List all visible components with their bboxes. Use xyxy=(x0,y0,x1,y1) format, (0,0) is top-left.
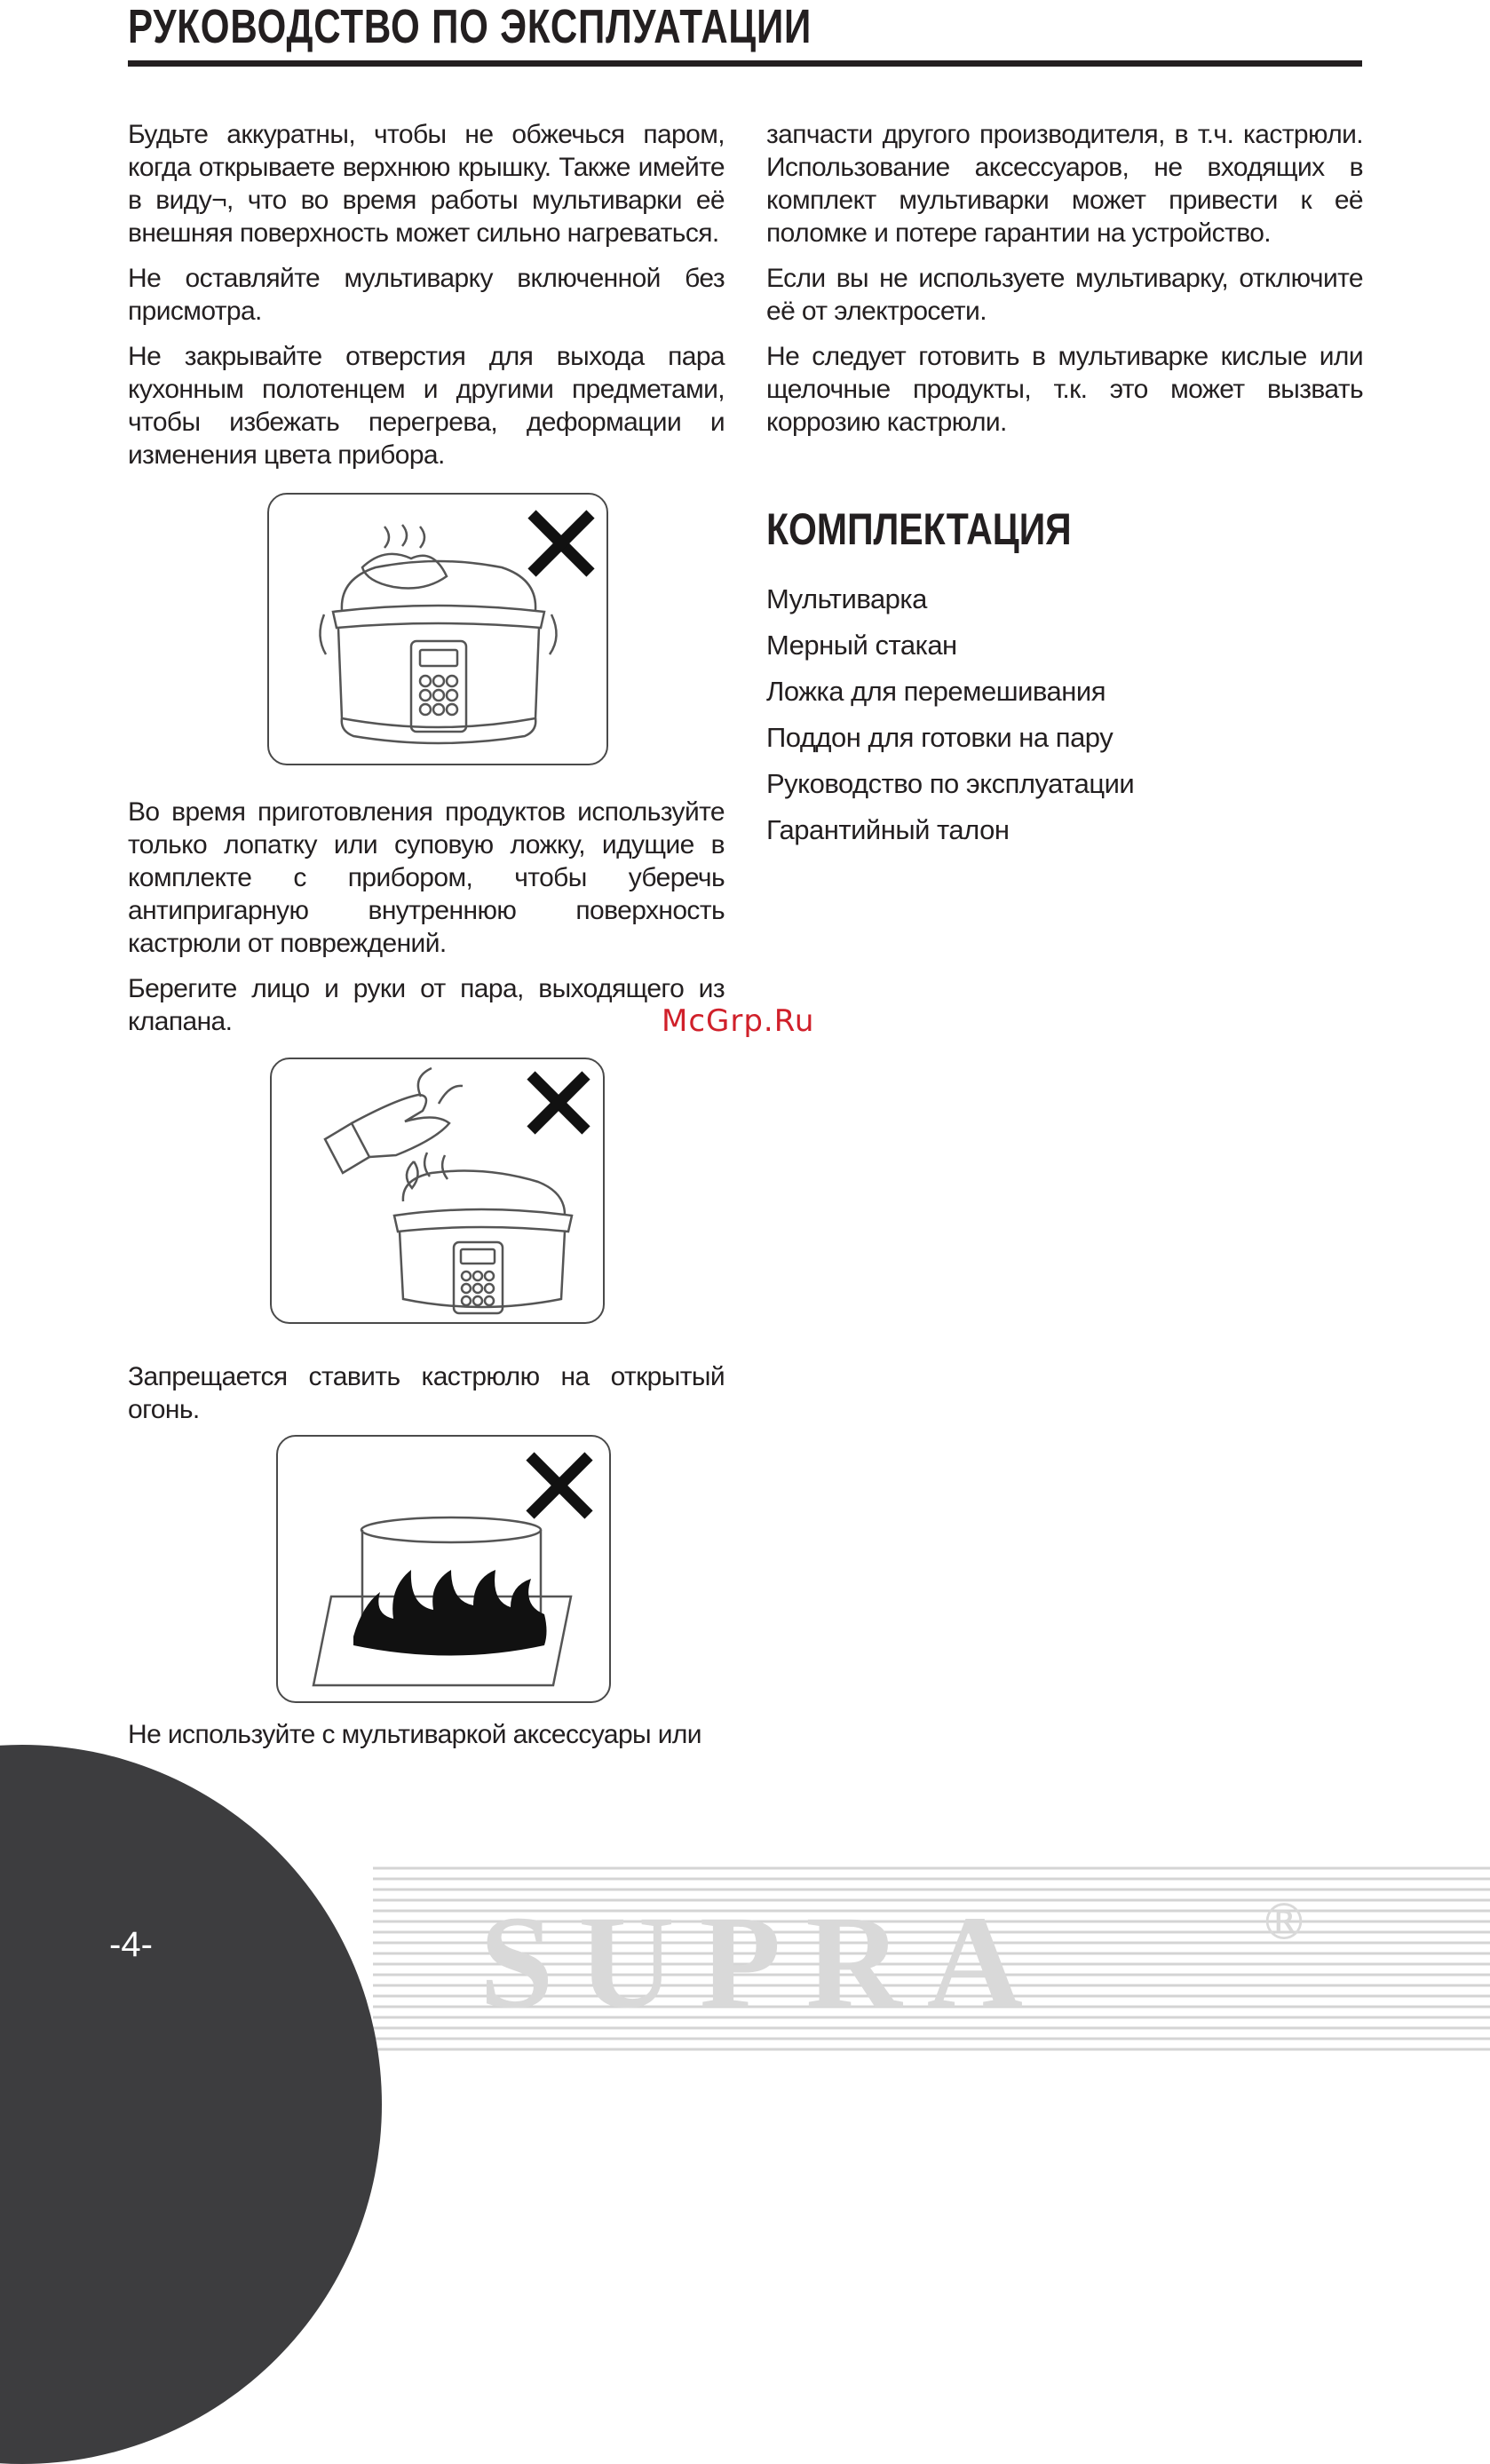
kit-item: Поддон для готовки на пару xyxy=(766,722,1114,753)
registered-mark: ® xyxy=(1259,1894,1309,1952)
watermark: McGrp.Ru xyxy=(662,1003,815,1039)
left-column-lower xyxy=(128,1360,725,1438)
paragraph-accessories-start: Не используйте с мультиваркой аксессуары или xyxy=(128,1720,701,1749)
right-column xyxy=(766,118,1363,451)
brand-logo: SUPRA xyxy=(479,1889,1049,2036)
kit-item: Мультиварка xyxy=(766,583,927,614)
left-column-top xyxy=(128,118,725,484)
page-number: -4- xyxy=(109,1925,153,1964)
paragraph-face-hands: Берегите лицо и руки от пара, выходящего из клапана. xyxy=(128,974,725,1036)
left-column-bottom xyxy=(128,1718,725,1763)
paragraph-open-fire: Запрещается ставить кастрюлю на открытый огонь. xyxy=(128,1362,725,1424)
kit-item: Ложка для перемешивания xyxy=(766,676,1106,707)
kit-title: КОМПЛЕКТАЦИЯ xyxy=(766,504,1072,554)
kit-list xyxy=(766,576,1134,853)
corner-decoration xyxy=(0,1745,382,2464)
paragraph-steam-burn: Будьте аккуратны, чтобы не обжечься паром, когда открываете верхнюю крышку. Также имейте в виду¬, что во время работы мультиварки её внешняя поверхность может сильно нагреваться. xyxy=(128,120,725,248)
paragraph-accessories-end: запчасти другого производителя, в т.ч. кастрюли. Использование аксессуаров, не входящих в комплект мультиварки может привести к её поломке и потере гарантии на устройство. xyxy=(766,120,1363,248)
left-column-middle xyxy=(128,796,725,1050)
paragraph-unattended: Не оставляйте мультиварку включенной без присмотра. xyxy=(128,264,725,326)
hand-steam-prohibited-icon xyxy=(270,1058,605,1324)
kit-item: Руководство по эксплуатации xyxy=(766,768,1135,799)
paragraph-unplug: Если вы не используете мультиварку, отключите её от электросети. xyxy=(766,264,1363,326)
pot-on-fire-prohibited-icon xyxy=(276,1435,611,1703)
kit-item: Гарантийный талон xyxy=(766,814,1010,845)
paragraph-spatula: Во время приготовления продуктов используйте только лопатку или суповую ложку, идущие в комплекте с прибором, чтобы уберечь антипригарную внутреннюю поверхность кастрюли от повреждений. xyxy=(128,797,725,958)
title-rule xyxy=(128,60,1362,67)
paragraph-acid: Не следует готовить в мультиварке кислые или щелочные продукты, т.к. это может вызвать коррозию кастрюли. xyxy=(766,342,1363,437)
paragraph-vents: Не закрывайте отверстия для выхода пара кухонным полотенцем и другими предметами, чтобы избежать перегрева, деформации и изменения цвета прибора. xyxy=(128,342,725,470)
towel-cover-prohibited-icon xyxy=(267,493,608,765)
kit-item: Мерный стакан xyxy=(766,630,957,661)
page-title: РУКОВОДСТВО ПО ЭКСПЛУАТАЦИИ xyxy=(128,0,812,53)
